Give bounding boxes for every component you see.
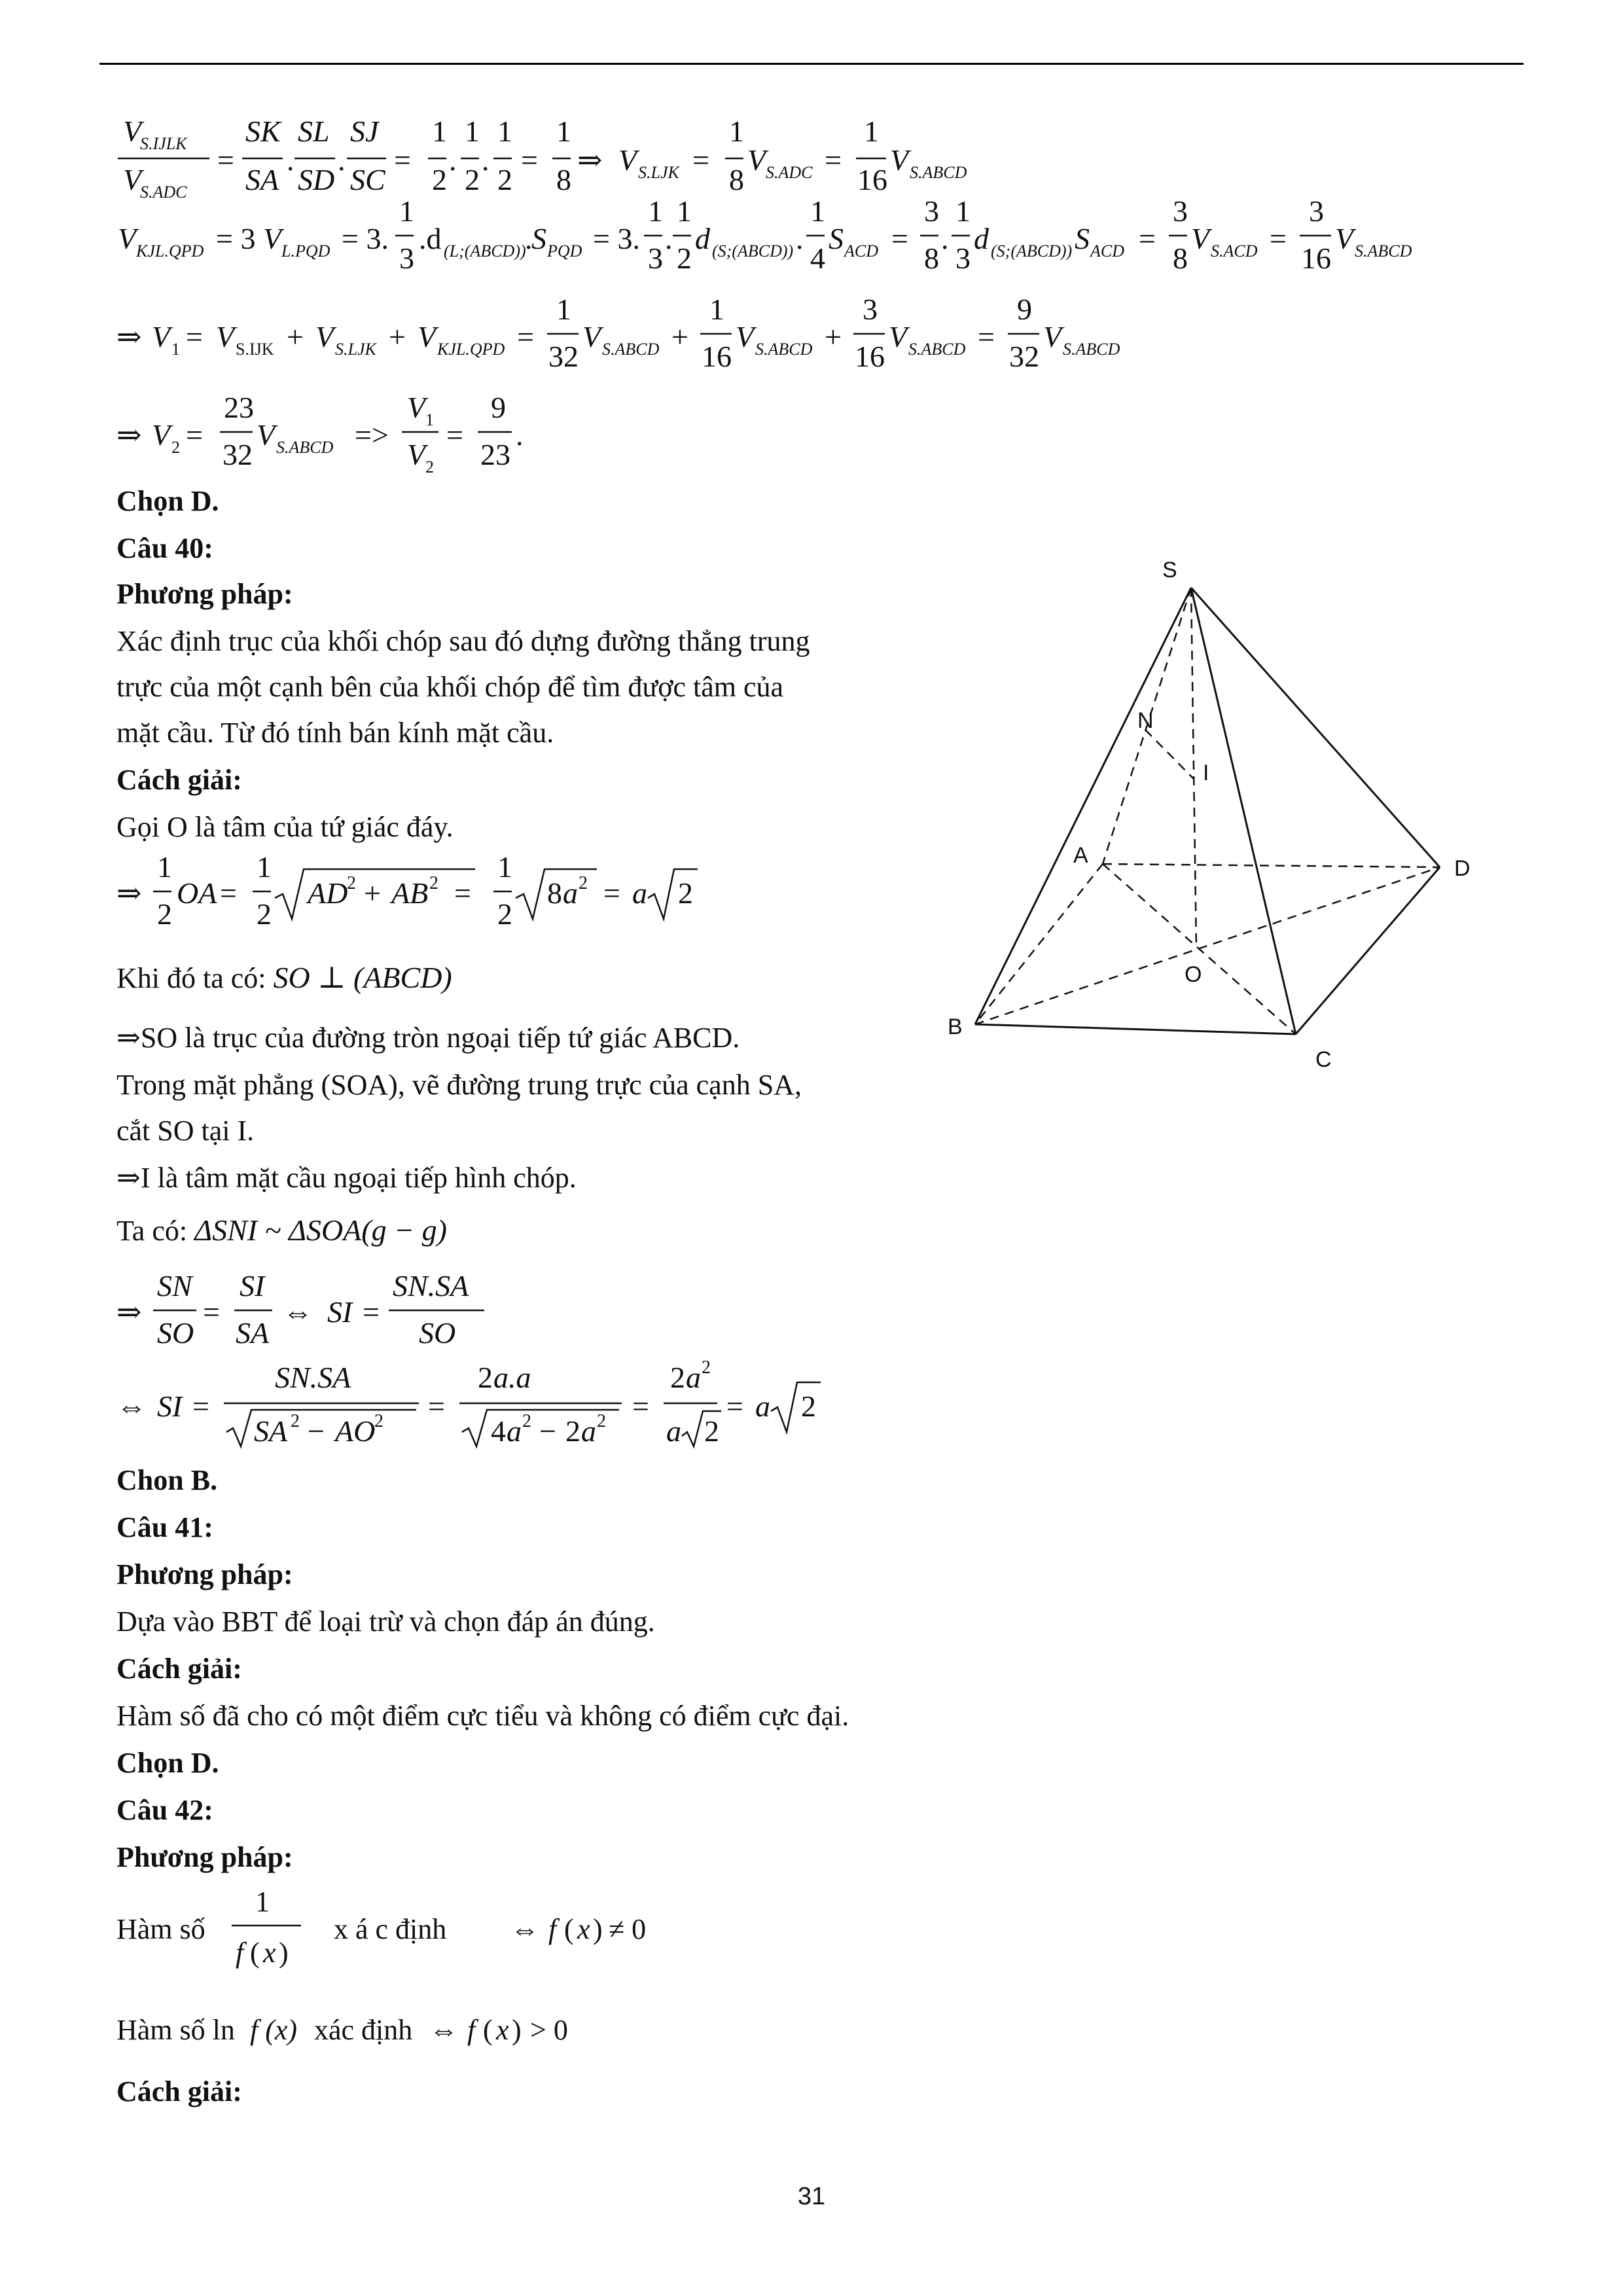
svg-text:≠ 0: ≠ 0 xyxy=(609,1913,647,1945)
label-a: A xyxy=(1073,843,1088,868)
svg-text:1: 1 xyxy=(432,115,447,148)
svg-text:V: V xyxy=(152,320,171,353)
svg-text:(L;(ABCD)): (L;(ABCD)) xyxy=(444,242,526,260)
trong-mat-phang-line: Trong mặt phẳng (SOA), vẽ đường trung trực của cạnh SA, xyxy=(116,1069,802,1101)
svg-text:a: a xyxy=(507,1414,522,1448)
svg-text:KJL.QPD: KJL.QPD xyxy=(437,340,505,359)
svg-text:): ) xyxy=(279,1937,289,1969)
svg-text:⇔: ⇔ xyxy=(116,1390,147,1423)
svg-text:+: + xyxy=(825,320,842,353)
svg-text:V: V xyxy=(123,115,142,148)
edge-ab xyxy=(975,864,1103,1024)
svg-text:.: . xyxy=(338,143,346,177)
svg-text:=: = xyxy=(517,320,534,353)
svg-text:S.ABCD: S.ABCD xyxy=(755,340,813,359)
svg-text:=: = xyxy=(1270,222,1287,255)
svg-text:9: 9 xyxy=(491,391,506,424)
label-b: B xyxy=(948,1014,963,1039)
svg-text:= 3.: = 3. xyxy=(342,222,389,255)
svg-text:SN: SN xyxy=(157,1270,192,1302)
formula-reciprocal-domain xyxy=(111,1885,700,1977)
svg-text:.: . xyxy=(482,143,490,177)
svg-text:.: . xyxy=(449,143,457,177)
svg-text:16: 16 xyxy=(855,340,885,373)
svg-text:SN.SA: SN.SA xyxy=(393,1270,469,1302)
svg-text:SC: SC xyxy=(350,163,385,196)
header-rule xyxy=(99,63,1524,65)
svg-text:−: − xyxy=(539,1414,556,1448)
svg-text:V: V xyxy=(582,320,601,353)
svg-text:2: 2 xyxy=(257,897,272,931)
svg-text:⇒: ⇒ xyxy=(116,418,142,452)
svg-text:1: 1 xyxy=(497,115,512,148)
svg-text:2: 2 xyxy=(497,897,512,931)
khi-do-line xyxy=(116,960,452,997)
svg-text:): ) xyxy=(593,1913,603,1945)
svg-text:9: 9 xyxy=(1017,293,1032,326)
svg-text:⇔: ⇔ xyxy=(429,2014,458,2046)
svg-text:SI: SI xyxy=(157,1390,183,1423)
svg-text:= 3: = 3 xyxy=(216,222,256,255)
svg-text:1: 1 xyxy=(556,115,571,148)
page-number: 31 xyxy=(797,2183,826,2210)
svg-text:2: 2 xyxy=(497,163,512,196)
svg-text:a: a xyxy=(686,1361,701,1394)
label-i: I xyxy=(1203,761,1209,785)
svg-text:S.ABCD: S.ABCD xyxy=(276,438,334,457)
svg-text:SA: SA xyxy=(236,1316,270,1350)
svg-text:SI: SI xyxy=(240,1270,265,1302)
svg-text:3: 3 xyxy=(399,242,414,275)
svg-text:=: = xyxy=(632,1390,649,1423)
formula-ratio xyxy=(111,1270,569,1355)
svg-text:S: S xyxy=(531,222,546,255)
bisector-ni xyxy=(1145,730,1194,779)
svg-text:3: 3 xyxy=(1173,194,1188,228)
svg-text:2: 2 xyxy=(678,876,693,910)
so-perpendicular-formula: SO ⊥ (ABCD) xyxy=(273,961,452,994)
svg-text:V: V xyxy=(257,418,276,452)
svg-text:S.ABCD: S.ABCD xyxy=(1355,242,1412,260)
svg-text:=: = xyxy=(726,1390,743,1423)
ta-co-label: Ta có: xyxy=(116,1215,188,1247)
svg-text:V: V xyxy=(1191,222,1210,255)
edge-sd xyxy=(1191,588,1440,867)
label-s: S xyxy=(1162,558,1177,583)
svg-text:2: 2 xyxy=(579,873,588,893)
svg-text:AB: AB xyxy=(391,876,429,910)
svg-text:2: 2 xyxy=(597,1411,606,1431)
cach-giai-41: Cách giải: xyxy=(116,1653,242,1685)
svg-text:=: = xyxy=(454,876,471,910)
svg-text:S.ACD: S.ACD xyxy=(1211,242,1258,260)
svg-text:SK: SK xyxy=(245,115,281,148)
svg-text:S.ADC: S.ADC xyxy=(140,183,187,202)
svg-text:PQD: PQD xyxy=(547,242,582,260)
method-40-line-3: mặt cầu. Từ đó tính bán kính mặt cầu. xyxy=(116,717,554,749)
svg-text:> 0: > 0 xyxy=(530,2014,568,2046)
svg-text:SA: SA xyxy=(254,1414,288,1448)
similar-triangles-formula: ΔSNI ~ ΔSOA(g − g) xyxy=(194,1213,447,1247)
edge-sb xyxy=(975,588,1191,1024)
svg-text:V: V xyxy=(1043,320,1062,353)
svg-text:=: = xyxy=(217,143,234,177)
svg-text:KJL.QPD: KJL.QPD xyxy=(136,242,204,260)
svg-text:a: a xyxy=(755,1390,770,1423)
svg-text:1: 1 xyxy=(157,851,172,884)
svg-text:a: a xyxy=(666,1414,681,1448)
svg-text:SA: SA xyxy=(245,163,279,196)
svg-text:2: 2 xyxy=(432,163,447,196)
svg-text:1: 1 xyxy=(399,194,414,228)
svg-text:2: 2 xyxy=(465,163,480,196)
svg-text:=: = xyxy=(891,222,908,255)
svg-text:32: 32 xyxy=(223,438,253,471)
svg-text:S.LJK: S.LJK xyxy=(335,340,376,359)
svg-text:⇒: ⇒ xyxy=(116,320,142,353)
svg-text:V: V xyxy=(890,143,909,177)
svg-text:V: V xyxy=(618,143,637,177)
formula-ln-domain xyxy=(111,2003,700,2062)
svg-text:=: = xyxy=(692,143,709,177)
svg-text:=: = xyxy=(203,1295,220,1329)
svg-text:2: 2 xyxy=(374,1411,383,1431)
svg-text:3: 3 xyxy=(955,242,971,275)
svg-text:=: = xyxy=(186,320,203,353)
svg-text:8: 8 xyxy=(556,163,571,196)
svg-text:S.ABCD: S.ABCD xyxy=(602,340,660,359)
svg-text:1: 1 xyxy=(677,194,692,228)
svg-text:V: V xyxy=(407,438,426,471)
svg-text:2: 2 xyxy=(157,897,172,931)
svg-text:S.IJK: S.IJK xyxy=(236,340,274,359)
svg-text:3: 3 xyxy=(924,194,939,228)
svg-text:=: = xyxy=(428,1390,445,1423)
svg-text:(S;(ABCD)): (S;(ABCD)) xyxy=(712,242,794,260)
svg-text:3: 3 xyxy=(863,293,878,326)
svg-text:⇒: ⇒ xyxy=(116,876,142,910)
svg-text:=: = xyxy=(521,143,538,177)
chon-d-2: Chọn D. xyxy=(116,1747,219,1779)
chon-b: Chon B. xyxy=(116,1464,218,1496)
svg-text:.: . xyxy=(525,222,533,255)
svg-text:SO: SO xyxy=(419,1316,456,1350)
svg-text:ACD: ACD xyxy=(844,242,878,260)
svg-text:+: + xyxy=(389,320,406,353)
svg-text:V: V xyxy=(263,222,282,255)
svg-text:16: 16 xyxy=(702,340,732,373)
phuong-phap-41: Phương pháp: xyxy=(116,1558,293,1590)
svg-text:=: = xyxy=(825,143,842,177)
svg-text:.: . xyxy=(941,222,949,255)
svg-text:f: f xyxy=(548,1913,557,1945)
svg-text:2: 2 xyxy=(704,1414,719,1448)
svg-text:2: 2 xyxy=(347,873,356,893)
svg-text:S.ADC: S.ADC xyxy=(766,163,813,182)
svg-text:=: = xyxy=(603,876,620,910)
svg-text:=: = xyxy=(978,320,995,353)
svg-text:⇒: ⇒ xyxy=(577,143,603,177)
svg-text:=: = xyxy=(363,1295,380,1329)
formula-si xyxy=(111,1360,831,1452)
svg-text:a: a xyxy=(632,876,647,910)
svg-text:2: 2 xyxy=(429,873,438,893)
svg-text:L.PQD: L.PQD xyxy=(281,242,330,260)
svg-text:2: 2 xyxy=(670,1361,685,1394)
method-41-line-1: Dựa vào BBT để loại trừ và chọn đáp án đúng. xyxy=(116,1605,655,1638)
pyramid-figure xyxy=(929,543,1505,1086)
svg-text:xác định: xác định xyxy=(314,2014,413,2046)
svg-text:V: V xyxy=(889,320,908,353)
edge-ad xyxy=(1103,864,1440,867)
svg-text:Hàm số: Hàm số xyxy=(116,1913,205,1945)
cach-giai-42: Cách giải: xyxy=(116,2075,242,2108)
label-c: C xyxy=(1315,1047,1332,1072)
ta-co-line xyxy=(116,1212,447,1249)
svg-text:V: V xyxy=(736,320,755,353)
svg-text:V: V xyxy=(747,143,766,177)
svg-text:1: 1 xyxy=(864,115,879,148)
svg-text:8: 8 xyxy=(547,876,562,910)
svg-text:⇒: ⇒ xyxy=(116,1295,142,1329)
svg-text:(: ( xyxy=(483,2014,493,2046)
svg-text:V: V xyxy=(123,163,142,196)
chon-d-1: Chọn D. xyxy=(116,485,219,517)
svg-text:OA: OA xyxy=(177,876,217,910)
svg-text:d: d xyxy=(974,222,989,255)
svg-text:4: 4 xyxy=(491,1414,506,1448)
svg-text:d: d xyxy=(695,222,710,255)
cach-giai-40: Cách giải: xyxy=(116,764,242,796)
svg-text:x á c định: x á c định xyxy=(334,1913,447,1945)
svg-text:16: 16 xyxy=(1301,242,1331,275)
method-40-line-2: trực của một cạnh bên của khối chóp để tìm được tâm của xyxy=(116,671,784,703)
svg-text:SD: SD xyxy=(298,163,335,196)
svg-text:1: 1 xyxy=(810,194,825,228)
svg-text:2: 2 xyxy=(425,457,434,476)
svg-text:(: ( xyxy=(564,1913,574,1945)
svg-text:1: 1 xyxy=(257,851,272,884)
svg-text:+: + xyxy=(364,876,381,910)
svg-text:1: 1 xyxy=(729,115,744,148)
svg-text:SN.SA: SN.SA xyxy=(275,1361,351,1394)
svg-text:32: 32 xyxy=(548,340,579,373)
svg-text:=: = xyxy=(186,418,203,452)
svg-text:(S;(ABCD)): (S;(ABCD)) xyxy=(991,242,1073,260)
svg-text:f: f xyxy=(467,2014,476,2046)
svg-text:1: 1 xyxy=(648,194,663,228)
svg-text:SO: SO xyxy=(157,1316,194,1350)
cau-40-heading: Câu 40: xyxy=(116,532,213,564)
svg-text:1: 1 xyxy=(425,410,434,429)
svg-text:f (x): f (x) xyxy=(250,2014,298,2046)
svg-text:a: a xyxy=(581,1414,596,1448)
edge-bc xyxy=(975,1024,1296,1034)
svg-text:.: . xyxy=(665,222,673,255)
svg-text:S: S xyxy=(829,222,844,255)
svg-text:Hàm số ln: Hàm số ln xyxy=(116,2014,235,2046)
svg-text:⇔: ⇔ xyxy=(510,1913,539,1945)
phuong-phap-40: Phương pháp: xyxy=(116,578,293,610)
svg-text:SI: SI xyxy=(327,1295,353,1329)
svg-text:x: x xyxy=(263,1937,276,1969)
svg-text:1: 1 xyxy=(497,851,512,884)
svg-text:= 3.: = 3. xyxy=(593,222,640,255)
svg-text:): ) xyxy=(512,2014,522,2046)
svg-text:S: S xyxy=(1075,222,1090,255)
svg-text:4: 4 xyxy=(810,242,825,275)
svg-text:+: + xyxy=(287,320,304,353)
svg-text:S.ABCD: S.ABCD xyxy=(1063,340,1120,359)
svg-text:2: 2 xyxy=(801,1390,816,1423)
svg-text:1: 1 xyxy=(255,1886,270,1918)
svg-text:3: 3 xyxy=(648,242,663,275)
solution-41-line-1: Hàm số đã cho có một điểm cực tiểu và không có điểm cực đại. xyxy=(116,1700,849,1732)
svg-text:2: 2 xyxy=(522,1411,531,1431)
label-d: D xyxy=(1454,856,1471,881)
goi-o-line: Gọi O là tâm của tứ giác đáy. xyxy=(116,811,454,843)
cat-so-line: cắt SO tại I. xyxy=(116,1115,255,1147)
svg-text:a: a xyxy=(563,876,578,910)
method-40-line-1: Xác định trục của khối chóp sau đó dựng đường thẳng trung xyxy=(116,625,810,657)
svg-text:V: V xyxy=(1335,222,1354,255)
diag-bd xyxy=(975,867,1440,1024)
svg-text:V: V xyxy=(152,418,171,452)
svg-text:23: 23 xyxy=(480,438,510,471)
svg-text:=: = xyxy=(394,143,411,177)
svg-text:2: 2 xyxy=(291,1411,300,1431)
svg-text:=: = xyxy=(220,876,237,910)
svg-text:V: V xyxy=(216,320,235,353)
svg-text:=>: => xyxy=(355,418,389,452)
svg-text:1: 1 xyxy=(171,340,180,359)
label-o: O xyxy=(1185,962,1202,987)
svg-text:16: 16 xyxy=(857,163,887,196)
svg-text:=: = xyxy=(192,1390,209,1423)
formula-oa xyxy=(111,851,700,936)
so-truc-line: ⇒SO là trục của đường tròn ngoại tiếp tứ giác ABCD. xyxy=(116,1022,740,1054)
svg-text:8: 8 xyxy=(729,163,744,196)
svg-text:2: 2 xyxy=(171,438,180,457)
svg-text:V: V xyxy=(118,222,137,255)
svg-text:.: . xyxy=(796,222,804,255)
svg-text:AD: AD xyxy=(308,876,348,910)
svg-text:2: 2 xyxy=(677,242,692,275)
svg-text:=: = xyxy=(446,418,463,452)
svg-text:8: 8 xyxy=(1173,242,1188,275)
svg-text:2: 2 xyxy=(702,1360,711,1378)
edge-sc xyxy=(1191,588,1296,1034)
svg-text:23: 23 xyxy=(224,391,254,424)
svg-text:1: 1 xyxy=(955,194,971,228)
height-so xyxy=(1191,588,1196,949)
svg-text:S.ABCD: S.ABCD xyxy=(908,340,966,359)
svg-text:1: 1 xyxy=(556,293,571,326)
phuong-phap-42: Phương pháp: xyxy=(116,1841,293,1873)
svg-text:3: 3 xyxy=(1309,194,1324,228)
svg-text:.: . xyxy=(516,418,524,452)
svg-text:V: V xyxy=(315,320,334,353)
svg-text:.d: .d xyxy=(419,222,442,255)
i-tam-line: ⇒I là tâm mặt cầu ngoại tiếp hình chóp. xyxy=(116,1162,577,1194)
svg-text:SJ: SJ xyxy=(350,115,379,148)
svg-text:S.LJK: S.LJK xyxy=(638,163,679,182)
svg-text:1: 1 xyxy=(709,293,724,326)
svg-text:V: V xyxy=(407,391,426,424)
svg-text:−: − xyxy=(308,1414,325,1448)
formula-block-volumes xyxy=(111,111,1531,478)
svg-text:x: x xyxy=(577,1913,590,1945)
khi-do-label: Khi đó ta có: xyxy=(116,962,266,994)
svg-text:=: = xyxy=(1139,222,1156,255)
svg-text:x: x xyxy=(496,2014,509,2046)
cau-42-heading: Câu 42: xyxy=(116,1794,213,1826)
label-n: N xyxy=(1137,708,1154,733)
svg-text:8: 8 xyxy=(924,242,939,275)
svg-text:2: 2 xyxy=(478,1361,493,1394)
svg-text:(: ( xyxy=(250,1937,260,1969)
svg-text:.: . xyxy=(287,143,294,177)
svg-text:f: f xyxy=(236,1937,244,1969)
svg-text:AO: AO xyxy=(335,1414,376,1448)
svg-text:SL: SL xyxy=(298,115,330,148)
svg-text:V: V xyxy=(418,320,437,353)
cau-41-heading: Câu 41: xyxy=(116,1511,213,1543)
svg-text:S.IJLK: S.IJLK xyxy=(140,134,187,153)
svg-text:ACD: ACD xyxy=(1090,242,1124,260)
svg-text:2: 2 xyxy=(565,1414,580,1448)
svg-text:1: 1 xyxy=(465,115,480,148)
svg-text:⇔: ⇔ xyxy=(283,1295,313,1329)
svg-text:a.a: a.a xyxy=(493,1361,531,1394)
svg-text:S.ABCD: S.ABCD xyxy=(910,163,967,182)
svg-text:+: + xyxy=(671,320,688,353)
svg-text:32: 32 xyxy=(1009,340,1039,373)
